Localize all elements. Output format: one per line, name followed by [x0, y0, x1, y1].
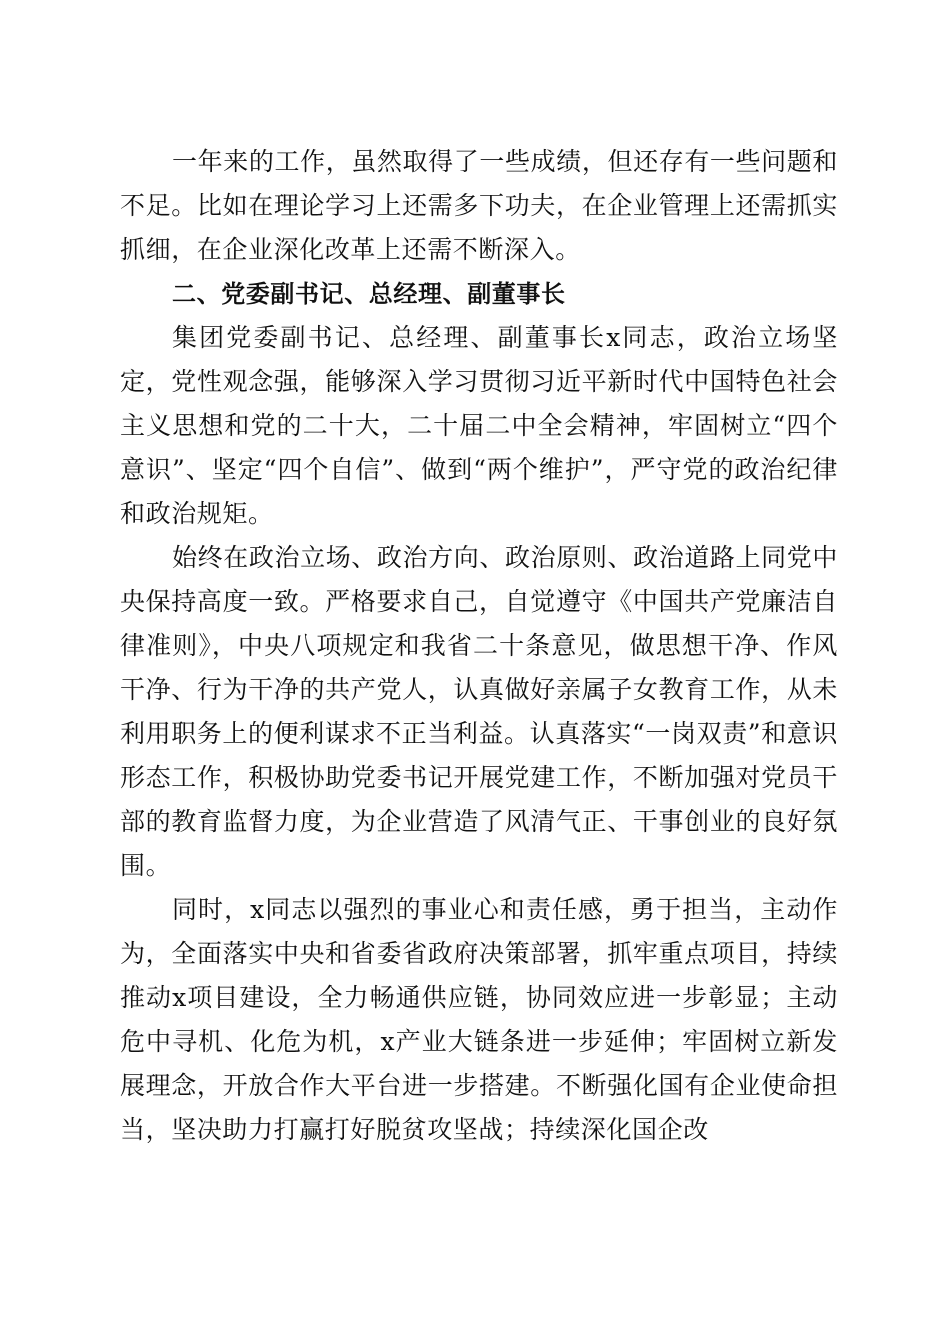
document-body: [120, 140, 838, 1152]
paragraph-self-discipline: 始终在政治立场、政治方向、政治原则、政治道路上同党中央保持高度一致。严格要求自己，自觉遵守《中国共产党廉洁自律准则》，中央八项规定和我省二十条意见，做思想干净、作风干净、行为干净的共产党人，认真做好亲属子女教育工作，从未利用职务上的便利谋求不正当利益。认真落实“一岗双责”和意识形态工作，积极协助党委书记开展党建工作，不断加强对党员干部的教育监督力度，为企业营造了风清气正、干事创业的良好氛围。: [120, 543, 838, 880]
section-heading: 二、党委副书记、总经理、副董事长: [172, 280, 566, 308]
paragraph-responsibility: 同时，x同志以强烈的事业心和责任感，勇于担当，主动作为，全面落实中央和省委省政府决策部署，抓牢重点项目，持续推动x项目建设，全力畅通供应链，协同效应进一步彰显；主动危中寻机、化危为机，x产业大链条进一步延伸；牢固树立新发展理念，开放合作大平台进一步搭建。不断强化国有企业使命担当，坚决助力打赢打好脱贫攻坚战；持续深化国企改: [120, 895, 838, 1144]
paragraph-shortcomings: 一年来的工作，虽然取得了一些成绩，但还存有一些问题和不足。比如在理论学习上还需多下功夫，在企业管理上还需抓实抓细，在企业深化改革上还需不断深入。: [120, 147, 838, 264]
paragraph-political-stance: 集团党委副书记、总经理、副董事长x同志，政治立场坚定，党性观念强，能够深入学习贯彻习近平新时代中国特色社会主义思想和党的二十大，二十届二中全会精神，牢固树立“四个意识”、坚定“四个自信”、做到“两个维护”，严守党的政治纪律和政治规矩。: [120, 323, 838, 528]
